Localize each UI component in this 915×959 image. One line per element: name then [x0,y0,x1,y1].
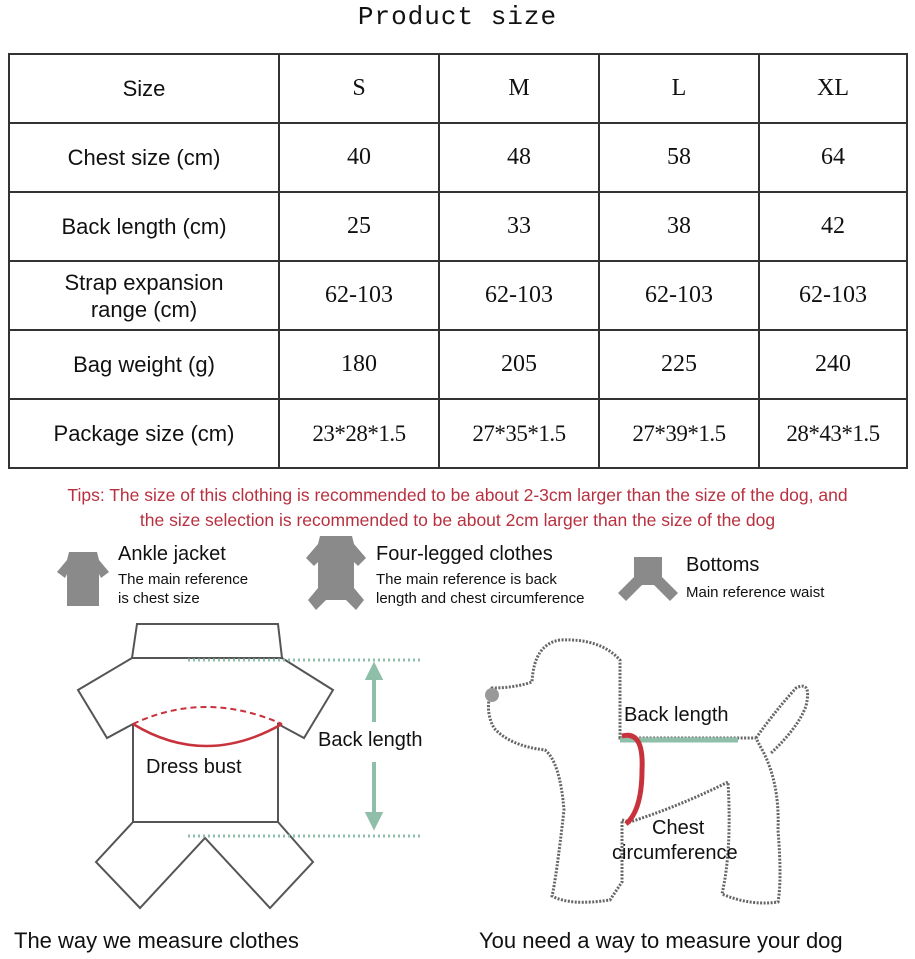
size-s: S [279,54,439,123]
cell: 28*43*1.5 [759,399,907,468]
cell: 58 [599,123,759,192]
ankle-jacket-icon [55,548,111,608]
category-desc-line2: length and chest circumference [376,590,585,607]
dog-measure-diagram [460,610,915,910]
row-label-line1: Strap expansion [64,269,224,295]
cell: 40 [279,123,439,192]
category-title: Four-legged clothes [376,543,553,565]
size-l: L [599,54,759,123]
bottoms-icon [614,555,680,603]
cell: 27*35*1.5 [439,399,599,468]
category-desc-line2: is chest size [118,590,200,607]
cell: 62-103 [599,261,759,330]
category-desc-line1: The main reference [118,571,249,588]
row-label: Chest size (cm) [9,123,279,192]
dog-chest-label-line2: circumference [612,842,738,864]
row-label: Back length (cm) [9,192,279,261]
row-label-line2: range (cm) [90,296,198,322]
table-row [9,192,907,261]
cell: 62-103 [279,261,439,330]
cell: 62-103 [759,261,907,330]
tips-line2: the size selection is recommended to be about 2cm larger than the size of the dog [139,510,776,530]
cell: 27*39*1.5 [599,399,759,468]
row-label [9,261,279,330]
cell: 23*28*1.5 [279,399,439,468]
dog-chest-label-line1: Chest [652,817,705,839]
dog-back-length-label: Back length [624,704,729,726]
cell: 64 [759,123,907,192]
cell: 48 [439,123,599,192]
sizing-tips [0,483,915,533]
header-label: Size [9,54,279,123]
size-table [8,53,908,469]
cell: 42 [759,192,907,261]
category-bottoms [686,554,824,602]
category-four-legged-clothes [376,543,584,608]
clothes-bust-label: Dress bust [146,756,242,778]
table-row [9,330,907,399]
category-ankle-jacket [118,543,248,608]
table-row [9,123,907,192]
dog-caption: You need a way to measure your dog [479,928,843,953]
cell: 62-103 [439,261,599,330]
row-label: Bag weight (g) [9,330,279,399]
cell: 25 [279,192,439,261]
table-row [9,399,907,468]
tips-line1: Tips: The size of this clothing is recommended to be about 2-3cm larger than the size of the dog, and [67,485,848,505]
clothes-caption: The way we measure clothes [14,928,299,953]
page-title: Product size [357,2,558,32]
cell: 240 [759,330,907,399]
category-desc-line1: The main reference is back [376,571,557,588]
four-legged-clothes-icon [302,534,370,612]
table-row [9,261,907,330]
category-desc-line1: Main reference waist [686,584,825,601]
cell: 180 [279,330,439,399]
category-title: Bottoms [686,554,760,576]
category-title: Ankle jacket [118,543,226,565]
size-m: M [439,54,599,123]
cell: 225 [599,330,759,399]
cell: 33 [439,192,599,261]
clothes-back-length-label: Back length [318,729,423,751]
size-xl: XL [759,54,907,123]
cell: 38 [599,192,759,261]
row-label: Package size (cm) [9,399,279,468]
cell: 205 [439,330,599,399]
table-header-row [9,54,907,123]
